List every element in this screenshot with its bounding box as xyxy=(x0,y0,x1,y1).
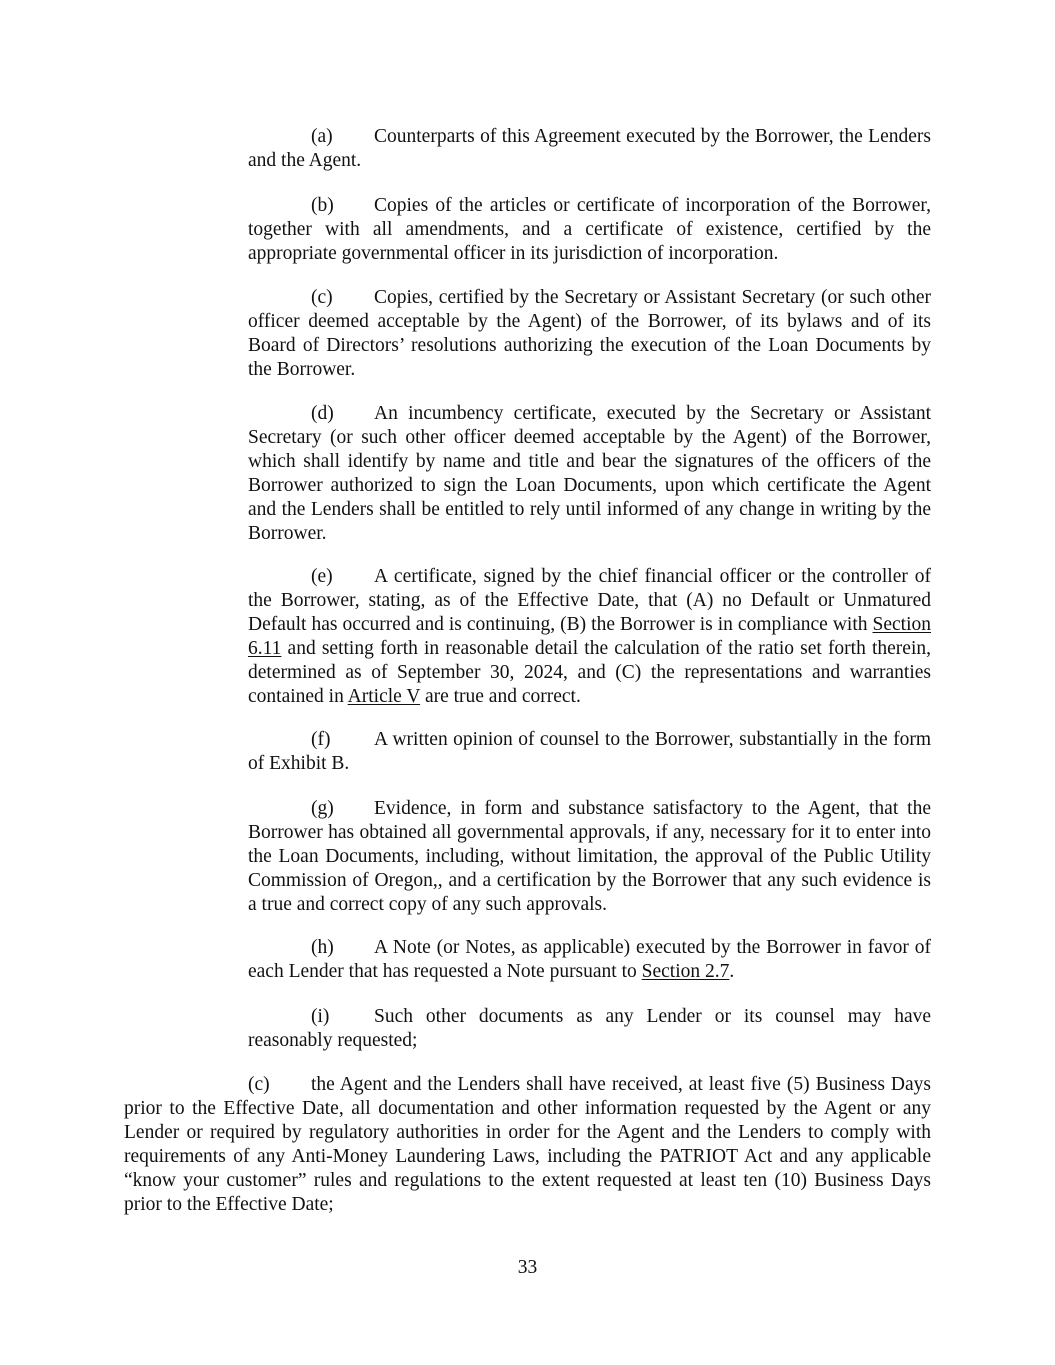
section-reference-link: Section 2.7 xyxy=(641,961,730,982)
paragraph-label: (f) xyxy=(311,729,331,750)
paragraph-text: Copies, certified by the Secretary or Assistant Secretary (or such other officer deemed acceptable by the Agent) of the Borrower, of its bylaws and of its Board of Directors’ resolutions authorizing the execution of the Loan Documents by the Borrower. xyxy=(248,287,931,380)
paragraph-text: . xyxy=(729,961,735,982)
paragraph-text: Counterparts of this Agreement executed by the Borrower, the Lenders and the Agent. xyxy=(248,126,931,171)
paragraph-label: (b) xyxy=(311,195,334,216)
paragraph-text: Evidence, in form and substance satisfactory to the Agent, that the Borrower has obtained all governmental approvals, if any, necessary for it to enter into the Loan Documents, including, without limitation, the approval of the Public Utility Commission of Oregon,, and a certification by the Borrower that any such evidence is a true and correct copy of any such approvals. xyxy=(248,798,931,915)
paragraph-text: Such other documents as any Lender or its counsel may have reasonably requested; xyxy=(248,1006,931,1051)
paragraph-label: (d) xyxy=(311,403,334,424)
paragraph-text: An incumbency certificate, executed by the Secretary or Assistant Secretary (or such other officer deemed acceptable by the Agent) of the Borrower, which shall identify by name and title and bear the signatures of the officers of the Borrower authorized to sign the Loan Documents, upon which certificate the Agent and the Lenders shall be entitled to rely until informed of any change in writing by the Borrower. xyxy=(248,403,931,544)
paragraph-main-c xyxy=(124,1073,931,1217)
paragraph-text: and setting forth in reasonable detail the calculation of the ratio set forth therein, determined as of September 30, 2024, and (C) the representations and warranties contained in xyxy=(248,638,931,707)
paragraph-g xyxy=(248,797,931,917)
paragraph-label: (c) xyxy=(311,287,333,308)
paragraph-text: A written opinion of counsel to the Borrower, substantially in the form of Exhibit B. xyxy=(248,729,931,774)
article-reference-link: Article V xyxy=(347,686,421,707)
paragraph-a xyxy=(248,125,931,173)
paragraph-text: A certificate, signed by the chief financial officer or the controller of the Borrower, stating, as of the Effective Date, that (A) no Default or Unmatured Default has occurred and is continuing, (B) the Borrower is in compliance with xyxy=(248,566,931,635)
paragraph-text: the Agent and the Lenders shall have received, at least five (5) Business Days prior to the Effective Date, all documentation and other information requested by the Agent or any Lender or required by regulatory authorities in order for the Agent and the Lenders to comply with requirements of any Anti-Money Laundering Laws, including the PATRIOT Act and any applicable “know your customer” rules and regulations to the extent requested at least ten (10) Business Days prior to the Effective Date; xyxy=(124,1074,931,1215)
paragraph-label: (c) xyxy=(248,1074,270,1095)
paragraph-i xyxy=(248,1005,931,1053)
paragraph-e xyxy=(248,565,931,709)
paragraph-text: Copies of the articles or certificate of incorporation of the Borrower, together with all amendments, and a certificate of existence, certified by the appropriate governmental officer in its jurisdiction of incorporation. xyxy=(248,195,931,264)
paragraph-label: (e) xyxy=(311,566,333,587)
section-reference-link: Section 6.11 xyxy=(248,614,931,659)
paragraph-label: (g) xyxy=(311,798,334,819)
paragraph-b xyxy=(248,194,931,266)
paragraph-f xyxy=(248,728,931,776)
paragraph-h xyxy=(248,936,931,984)
paragraph-label: (a) xyxy=(311,126,333,147)
paragraph-label: (h) xyxy=(311,937,334,958)
paragraph-text: are true and correct. xyxy=(424,686,581,707)
paragraph-d xyxy=(248,402,931,546)
paragraph-label: (i) xyxy=(311,1006,330,1027)
paragraph-c xyxy=(248,286,931,382)
paragraph-text: A Note (or Notes, as applicable) executed by the Borrower in favor of each Lender that has requested a Note pursuant to xyxy=(248,937,931,982)
page-number: 33 xyxy=(517,1257,538,1278)
